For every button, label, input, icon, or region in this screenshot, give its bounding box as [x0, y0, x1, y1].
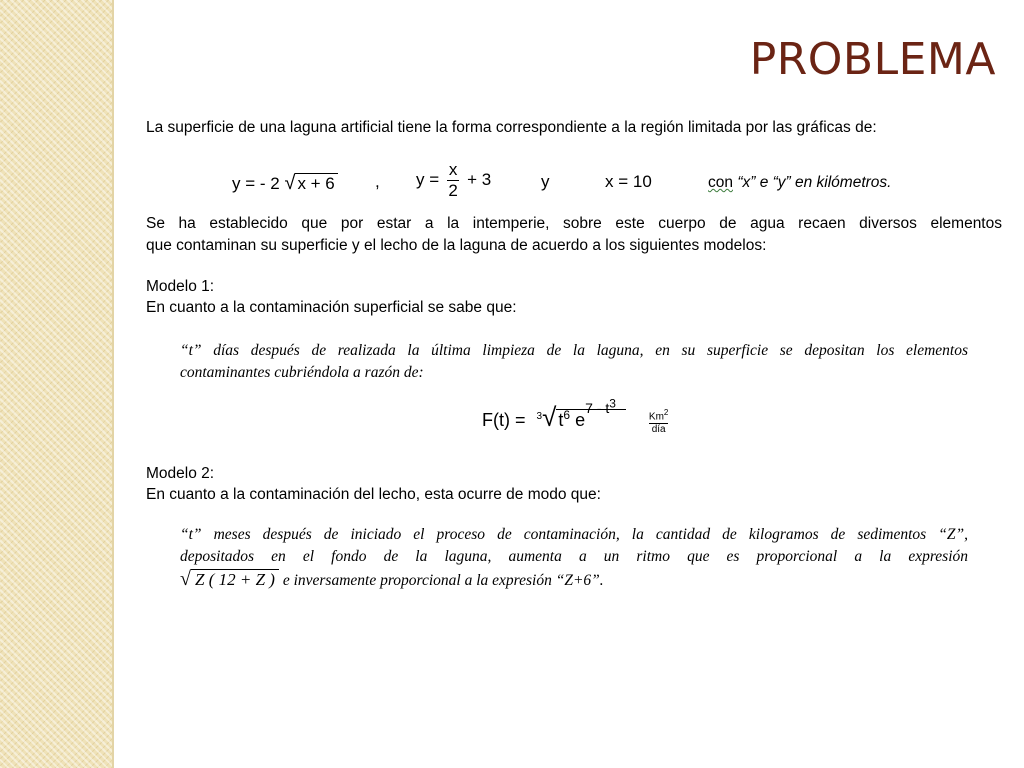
- paragraph-2-line-2: que contaminan su superficie y el lecho de la laguna de acuerdo a los siguientes modelos:: [146, 237, 767, 254]
- equation-1: [232, 172, 338, 195]
- eq2-denominator: 2: [448, 181, 458, 200]
- modelo-2-line-3: [180, 568, 968, 592]
- comma: ,: [375, 172, 380, 191]
- sqrt-symbol: √: [284, 172, 296, 194]
- modelo-2-description: [180, 524, 968, 592]
- eq2-rhs: + 3: [467, 169, 492, 189]
- formula-F: [482, 396, 669, 436]
- eq2-fraction: [447, 160, 460, 201]
- unit-denominator: día: [651, 423, 666, 435]
- equation-3: x = 10: [605, 172, 652, 191]
- eq2-numerator: x: [448, 160, 458, 179]
- modelo-2-line-1: “t” meses después de iniciado el proceso de contaminación, la cantidad de kilogramos de sedimentos “Z”,: [180, 526, 968, 543]
- unit-exponent: 2: [663, 407, 669, 417]
- modelo-2-line-2: depositados en el fondo de la laguna, aumenta a un ritmo que es proporcional a la expresión: [180, 548, 968, 565]
- cube-root-symbol: √: [542, 402, 557, 432]
- slide-title: PROBLEMA: [749, 34, 996, 85]
- e-base: e: [575, 410, 586, 430]
- y-word: y: [541, 172, 550, 191]
- units-note: [708, 174, 891, 192]
- root-radicand: [556, 396, 626, 430]
- boundary-equations: [146, 160, 1002, 210]
- equation-2: [416, 160, 491, 201]
- t-base: t: [558, 410, 564, 430]
- unit-km: Km: [648, 410, 664, 422]
- formula-lhs: F(t) =: [482, 410, 526, 430]
- modelo-2-radicand: Z ( 12 + Z ): [191, 569, 279, 589]
- paragraph-2-line-1: Se ha establecido que por estar a la intemperie, sobre este cuerpo de agua recaen diversos elementos: [146, 215, 1002, 232]
- units-text: “x” e “y” en kilómetros.: [737, 174, 892, 191]
- eq1-lhs: y = - 2: [232, 174, 280, 193]
- e-exponent: 7 - t: [585, 400, 610, 416]
- root-index: 3: [536, 411, 543, 422]
- unit-fraction: [649, 407, 668, 436]
- cube-exponent: 3: [609, 396, 616, 411]
- modelo-1-heading: Modelo 1:: [146, 278, 215, 295]
- modelo-1-description: [180, 340, 968, 384]
- sqrt-symbol-2: √: [180, 568, 191, 590]
- modelo-2-heading: Modelo 2:: [146, 465, 215, 482]
- modelo-2-line-3-text: e inversamente proporcional a la expresión “Z+6”.: [278, 572, 604, 589]
- eq1-radicand: x + 6: [295, 173, 337, 193]
- unit-numerator: [649, 407, 668, 424]
- con-word: con: [708, 174, 733, 191]
- modelo-1-line-2: contaminantes cubriéndola a razón de:: [180, 364, 424, 381]
- modelo-2-subheading: En cuanto a la contaminación del lecho, esta ocurre de modo que:: [146, 486, 601, 503]
- modelo-1-subheading: En cuanto a la contaminación superficial se sabe que:: [146, 299, 517, 316]
- modelo-1-line-1: “t” días después de realizada la última limpieza de la laguna, en su superficie se depositan los elementos: [180, 342, 968, 359]
- eq2-lhs: y =: [416, 169, 440, 189]
- t-exponent: 6: [563, 408, 571, 422]
- decorative-sidebar: [0, 0, 114, 768]
- intro-paragraph: La superficie de una laguna artificial tiene la forma correspondiente a la región limitada por las gráficas de:: [146, 119, 877, 136]
